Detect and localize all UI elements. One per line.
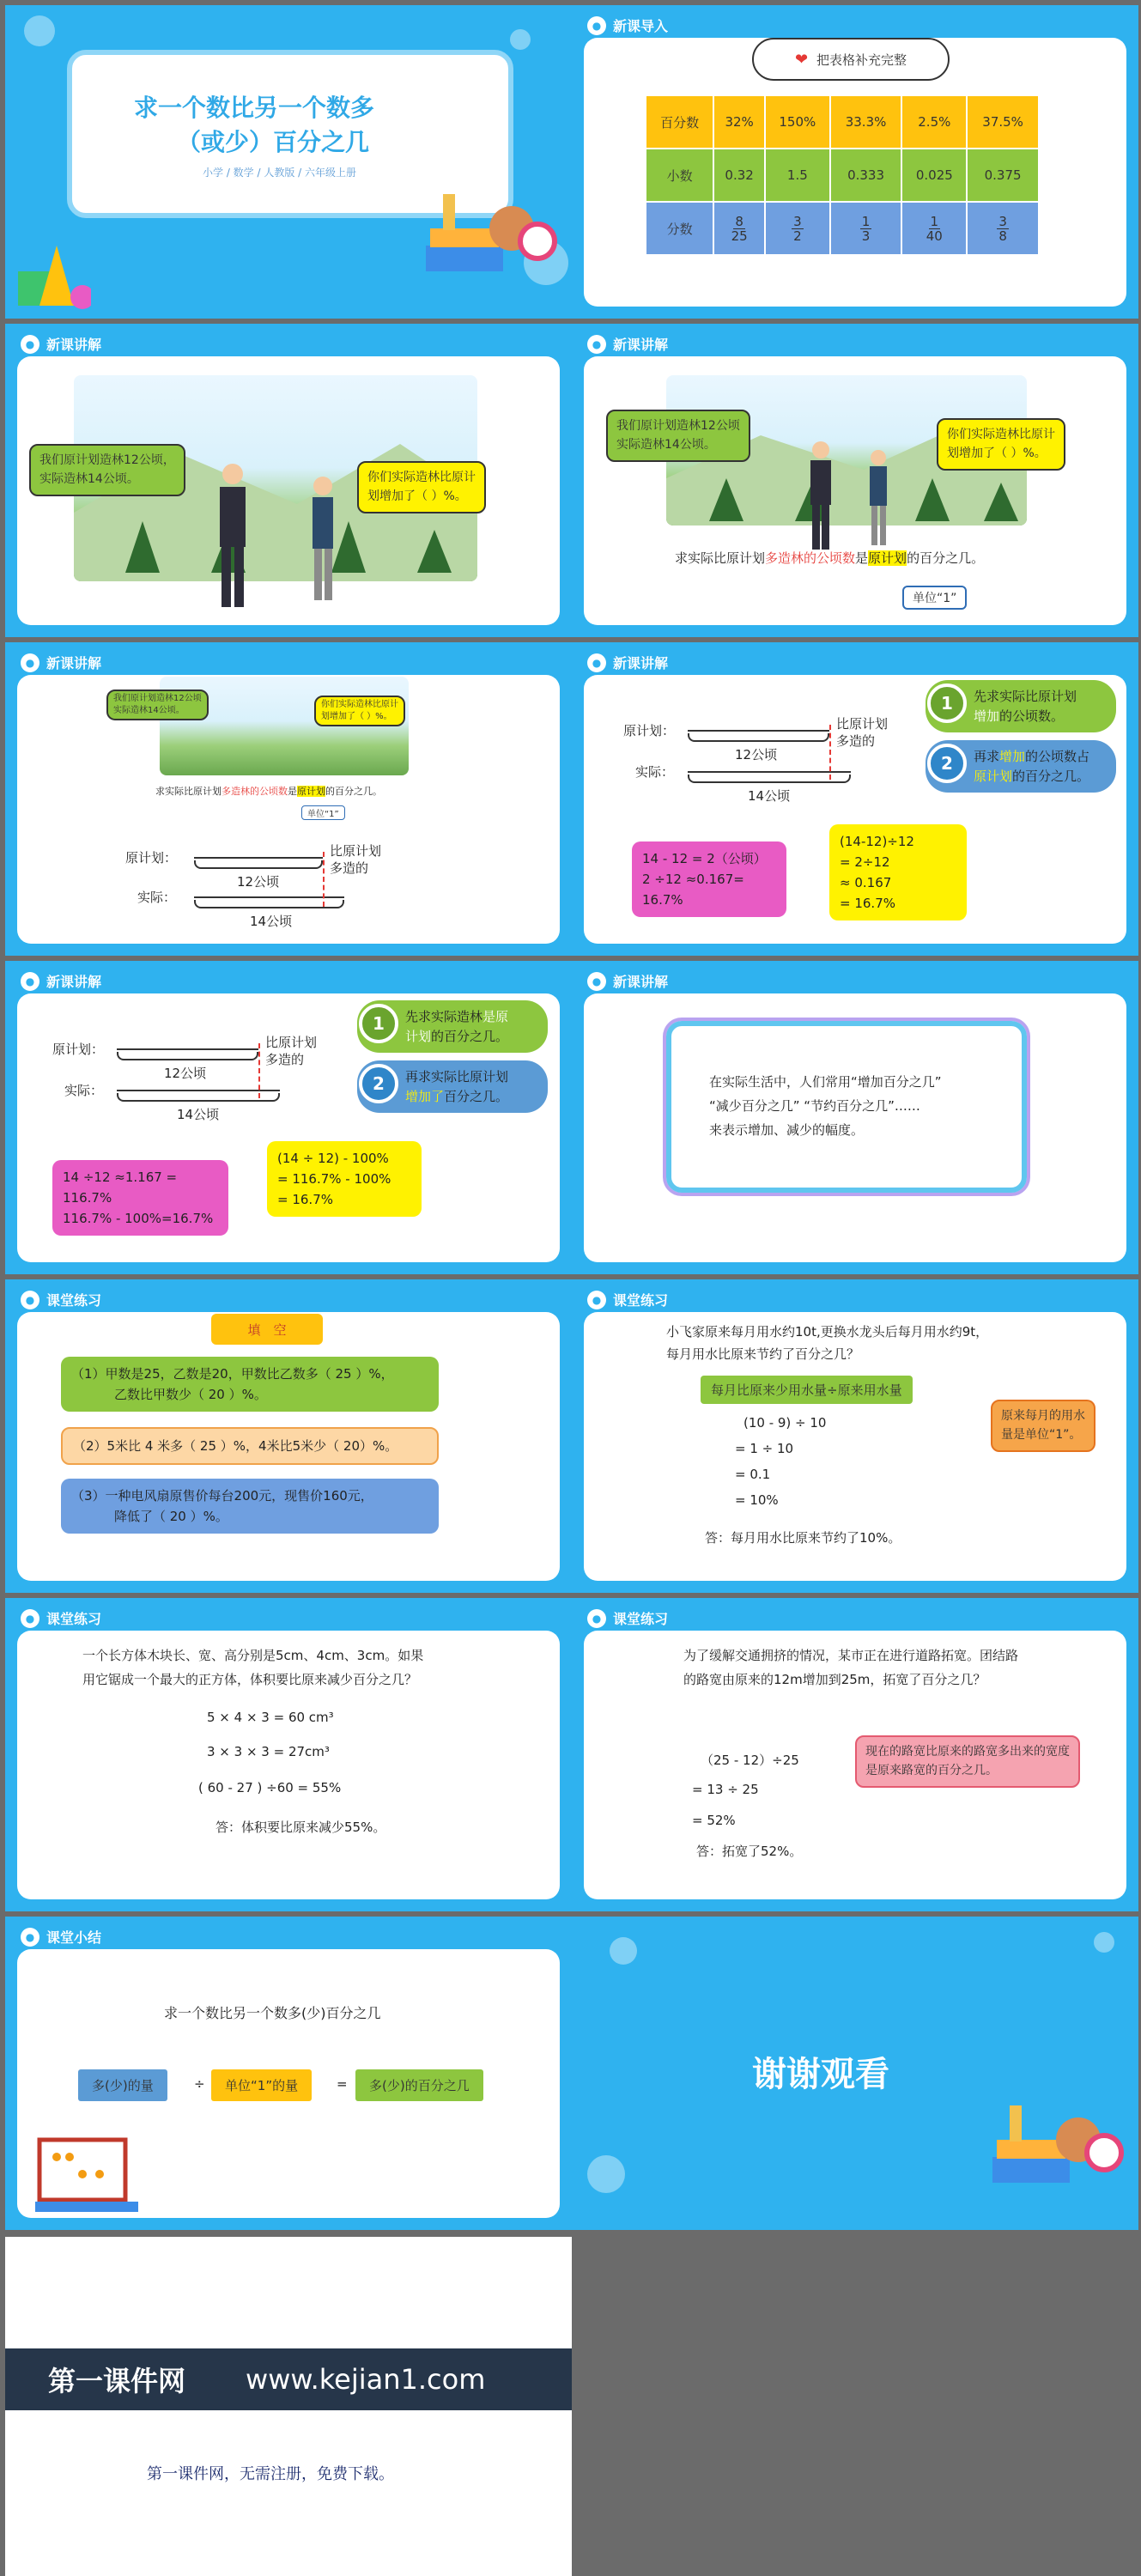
footer-tagline: 第一课件网，无需注册，免费下载。 (147, 2465, 394, 2483)
table-cell: 0.025 (901, 149, 967, 202)
formula-part-2: 单位“1”的量 (211, 2069, 312, 2101)
more-label: 多造的 (836, 733, 876, 749)
footer-bar (5, 2348, 572, 2410)
slide-scene-diagram[interactable] (5, 642, 572, 956)
slide-exercise-cube[interactable] (5, 1598, 572, 1911)
operator: ÷ (194, 2076, 205, 2092)
slide-header: 新课讲解 (46, 655, 102, 671)
calc-box-left: 14 ÷12 ≈1.167 = 116.7% 116.7% - 100%=16.7% (52, 1160, 228, 1236)
step-1-number: 1 (927, 683, 967, 723)
logo-icon: ● (21, 972, 39, 991)
answer: 答：体积要比原来减少55%。 (215, 1820, 386, 1835)
frac-num: 1 (930, 213, 939, 229)
step-line: = 52% (692, 1813, 736, 1828)
row-label: 小数 (646, 149, 713, 202)
woman-icon (864, 448, 893, 551)
more-label: 比原计划 (330, 843, 382, 859)
speech-bubble-left: 我们原计划造林12公顷， 实际造林14公顷。 (29, 444, 185, 496)
plan-brace (688, 733, 829, 742)
frame-text-line: 在实际生活中，人们常用“增加百分之几” (709, 1074, 942, 1090)
question-text: 求实际比原计划多造林的公顷数是原计划的百分之几。 (675, 550, 985, 566)
slide-header: 课堂练习 (613, 1292, 669, 1309)
frame-text-line: “减少百分之几” “节约百分之几”…… (709, 1098, 920, 1114)
note-bubble: 原来每月的用水 量是单位“1”。 (991, 1400, 1095, 1452)
logo-icon: ● (587, 335, 606, 354)
percent-table (645, 94, 1040, 256)
frac-num: 3 (793, 213, 802, 229)
step-2-pill: 再求实际比原计划 增加了百分之几。 (357, 1060, 548, 1113)
table-cell: 0.32 (713, 149, 765, 202)
actual-value: 14公顷 (748, 788, 791, 804)
slide-scene-question[interactable] (572, 324, 1138, 637)
formula-box: 每月比原来少用水量÷原来用水量 (701, 1376, 913, 1404)
step-line: （25 - 12）÷25 (701, 1753, 799, 1768)
logo-icon: ● (21, 1291, 39, 1309)
table-cell: 0.333 (830, 149, 902, 202)
slide-thanks[interactable] (572, 1917, 1138, 2230)
more-label: 比原计划 (836, 716, 889, 732)
logo-icon: ● (587, 1609, 606, 1628)
actual-value: 14公顷 (250, 914, 293, 929)
summary-title: 求一个数比另一个数多(少)百分之几 (164, 2005, 381, 2021)
slide-header: 新课导入 (613, 18, 669, 34)
more-label: 多造的 (330, 860, 369, 876)
actual-line (194, 896, 344, 898)
frac-den: 8 (998, 228, 1007, 244)
frac-num: 3 (998, 213, 1007, 229)
dashed-marker (323, 852, 325, 907)
slide-header: 新课讲解 (613, 655, 669, 671)
frac-den: 3 (861, 228, 871, 244)
man-icon (804, 440, 838, 551)
actual-line (688, 771, 851, 773)
footer-panel (5, 2237, 572, 2576)
step-1-pill: 先求实际造林是原 计划的百分之几。 (357, 1000, 548, 1053)
title-subtitle: 小学 / 数学 / 人教版 / 六年级上册 (203, 167, 357, 179)
table-cell (765, 202, 830, 255)
logo-icon: ● (21, 1928, 39, 1947)
question-line: 为了缓解交通拥挤的情况，某市正在进行道路拓宽。团结路 (683, 1648, 1019, 1663)
table-cell: 32% (713, 95, 765, 149)
question-line: 一个长方体木块长、宽、高分别是5cm、4cm、3cm。如果 (82, 1648, 424, 1663)
unit-label: 单位“1” (902, 586, 967, 610)
step-line: = 10% (735, 1492, 779, 1508)
plan-value: 12公顷 (735, 747, 778, 762)
speech-bubble-right: 你们实际造林比原计 划增加了（ ）%。 (937, 418, 1065, 471)
question-line: 小飞家原来每月用水约10t,更换水龙头后每月用水约9t， (666, 1324, 989, 1340)
shapes-decoration-icon (14, 237, 91, 314)
slide-header: 课堂练习 (46, 1611, 102, 1627)
table-cell: 150% (765, 95, 830, 149)
frac-num: 8 (735, 213, 743, 229)
more-label: 多造的 (265, 1052, 305, 1067)
speech-bubble-left: 我们原计划造林12公顷 实际造林14公顷。 (606, 410, 750, 462)
plan-line (688, 730, 829, 732)
slide-header: 课堂小结 (46, 1929, 102, 1946)
table-cell (830, 202, 902, 255)
actual-brace (194, 900, 344, 908)
title-line-2: （或少）百分之几 (177, 128, 370, 156)
thanks-text: 谢谢观看 (752, 2055, 889, 2094)
calc-box-right: (14-12)÷12 = 2÷12 ≈ 0.167 = 16.7% (829, 824, 967, 920)
frac-den: 2 (793, 228, 802, 244)
step-line: (10 - 9) ÷ 10 (743, 1415, 827, 1431)
step-line: = 13 ÷ 25 (692, 1782, 759, 1797)
plan-brace (117, 1052, 258, 1060)
step-line: = 1 ÷ 10 (735, 1441, 794, 1456)
fill-tag: 填 空 (211, 1314, 323, 1345)
logo-icon: ● (587, 1291, 606, 1309)
actual-line (117, 1090, 280, 1091)
table-cell: 33.3% (830, 95, 902, 149)
frac-den: 40 (926, 228, 943, 244)
woman-icon (306, 474, 340, 611)
logo-icon: ● (587, 972, 606, 991)
formula-part-1: 多(少)的量 (78, 2069, 167, 2101)
abacus-icon (31, 2131, 143, 2217)
plan-label: 原计划： (125, 850, 178, 866)
slide-exercise-water[interactable] (572, 1279, 1138, 1593)
dashed-marker (829, 725, 831, 780)
table-row (646, 149, 1039, 202)
frac-den: 25 (731, 228, 748, 244)
question-line: 每月用水比原来节约了百分之几？ (666, 1346, 860, 1362)
note-bubble: 现在的路宽比原来的路宽多出来的宽度 是原来路宽的百分之几。 (855, 1735, 1080, 1788)
slide-header: 课堂练习 (46, 1292, 102, 1309)
speech-bubble-right: 你们实际造林比原计 划增加了（ ）%。 (357, 461, 486, 513)
slide-exercise-fill[interactable] (5, 1279, 572, 1593)
question-text: 求实际比原计划多造林的公顷数是原计划的百分之几。 (155, 786, 382, 797)
plan-value: 12公顷 (164, 1066, 207, 1081)
frac-num: 1 (861, 213, 871, 229)
actual-label: 实际： (137, 890, 177, 905)
slide-exercise-road[interactable] (572, 1598, 1138, 1911)
table-cell: 37.5% (967, 95, 1039, 149)
table-cell: 1.5 (765, 149, 830, 202)
step-line: = 0.1 (735, 1467, 771, 1482)
slide-method-1[interactable] (572, 642, 1138, 956)
step-1-pill: 先求实际比原计划 增加的公顷数。 (926, 680, 1116, 732)
slide-header: 新课讲解 (613, 337, 669, 353)
actual-brace (688, 775, 851, 783)
table-cell: 2.5% (901, 95, 967, 149)
slide-summary-text[interactable] (572, 961, 1138, 1274)
slide-method-2[interactable] (5, 961, 572, 1274)
logo-icon: ● (21, 1609, 39, 1628)
speech-bubble-left: 我们原计划造林12公顷 实际造林14公顷。 (106, 690, 209, 720)
step-2-number: 2 (359, 1064, 398, 1103)
slide-header: 课堂练习 (613, 1611, 669, 1627)
plan-value: 12公顷 (237, 874, 280, 890)
banner (752, 38, 950, 81)
slide-table-intro[interactable] (572, 5, 1138, 319)
formula-part-3: 多(少)的百分之几 (355, 2069, 483, 2101)
man-icon (211, 461, 254, 616)
answer: 答：每月用水比原来节约了10%。 (705, 1530, 901, 1546)
dashed-marker (258, 1043, 260, 1098)
step-line: 3 × 3 × 3 = 27cm³ (207, 1744, 330, 1759)
plan-label: 原计划： (52, 1042, 105, 1057)
speech-bubble-right: 你们实际造林比原计 划增加了（ ）%。 (314, 696, 405, 726)
slide-scene[interactable] (5, 324, 572, 637)
logo-icon: ● (21, 653, 39, 672)
answer: 答：拓宽了52%。 (696, 1844, 803, 1859)
banner-text: 把表格补充完整 (816, 52, 907, 68)
table-row (646, 95, 1039, 149)
step-1-number: 1 (359, 1004, 398, 1043)
table-cell (713, 202, 765, 255)
calc-box-right: (14 ÷ 12) - 100% = 116.7% - 100% = 16.7% (267, 1141, 422, 1217)
calc-box-left: 14 - 12 = 2（公顷） 2 ÷12 ≈0.167= 16.7% (632, 841, 786, 917)
question-1: （1）甲数是25，乙数是20，甲数比乙数多（ 25 ）%， 乙数比甲数少（ 20 ）%。 (61, 1357, 439, 1412)
actual-label: 实际： (635, 764, 675, 780)
actual-value: 14公顷 (177, 1107, 220, 1122)
plan-line (194, 857, 323, 859)
question-line: 用它锯成一个最大的正方体，体积要比原来减少百分之几？ (82, 1672, 418, 1687)
question-line: 的路宽由原来的12m增加到25m，拓宽了百分之几？ (683, 1672, 986, 1687)
table-cell (967, 202, 1039, 255)
step-line: 5 × 4 × 3 = 60 cm³ (207, 1710, 334, 1725)
frame-text-line: 来表示增加、减少的幅度。 (709, 1122, 865, 1138)
actual-brace (117, 1093, 280, 1102)
step-line: ( 60 - 27 ) ÷60 = 55% (198, 1780, 342, 1795)
logo-icon: ● (587, 16, 606, 35)
unit-label: 单位“1” (301, 805, 345, 820)
more-label: 比原计划 (265, 1035, 318, 1050)
books-illustration-icon (409, 177, 563, 306)
question-3: （3）一种电风扇原售价每台200元，现售价160元， 降低了（ 20 ）%。 (61, 1479, 439, 1534)
table-row (646, 202, 1039, 255)
operator: = (337, 2076, 348, 2092)
plan-line (117, 1048, 258, 1050)
logo-icon: ● (21, 335, 39, 354)
slide-summary[interactable] (5, 1917, 572, 2230)
plan-brace (194, 860, 323, 869)
slide-header: 新课讲解 (46, 974, 102, 990)
slide-header: 新课讲解 (613, 974, 669, 990)
slide-title[interactable] (5, 5, 572, 319)
heart-icon: ❤ (794, 50, 809, 69)
step-2-pill: 再求增加的公顷数占 原计划的百分之几。 (926, 740, 1116, 793)
row-label: 分数 (646, 202, 713, 255)
logo-icon: ● (587, 653, 606, 672)
row-label: 百分数 (646, 95, 713, 149)
actual-label: 实际： (64, 1083, 104, 1098)
table-cell: 0.375 (967, 149, 1039, 202)
footer-url[interactable]: www.kejian1.com (246, 2363, 486, 2396)
footer-brand: 第一课件网 (48, 2365, 186, 2397)
slide-header: 新课讲解 (46, 337, 102, 353)
plan-label: 原计划： (623, 723, 676, 738)
books-illustration-icon (975, 2088, 1130, 2217)
step-2-number: 2 (927, 744, 967, 783)
table-cell (901, 202, 967, 255)
question-2: （2）5米比 4 米多（ 25 ）%，4米比5米少（ 20）%。 (61, 1427, 439, 1465)
title-line-1: 求一个数比另一个数多 (134, 94, 375, 122)
